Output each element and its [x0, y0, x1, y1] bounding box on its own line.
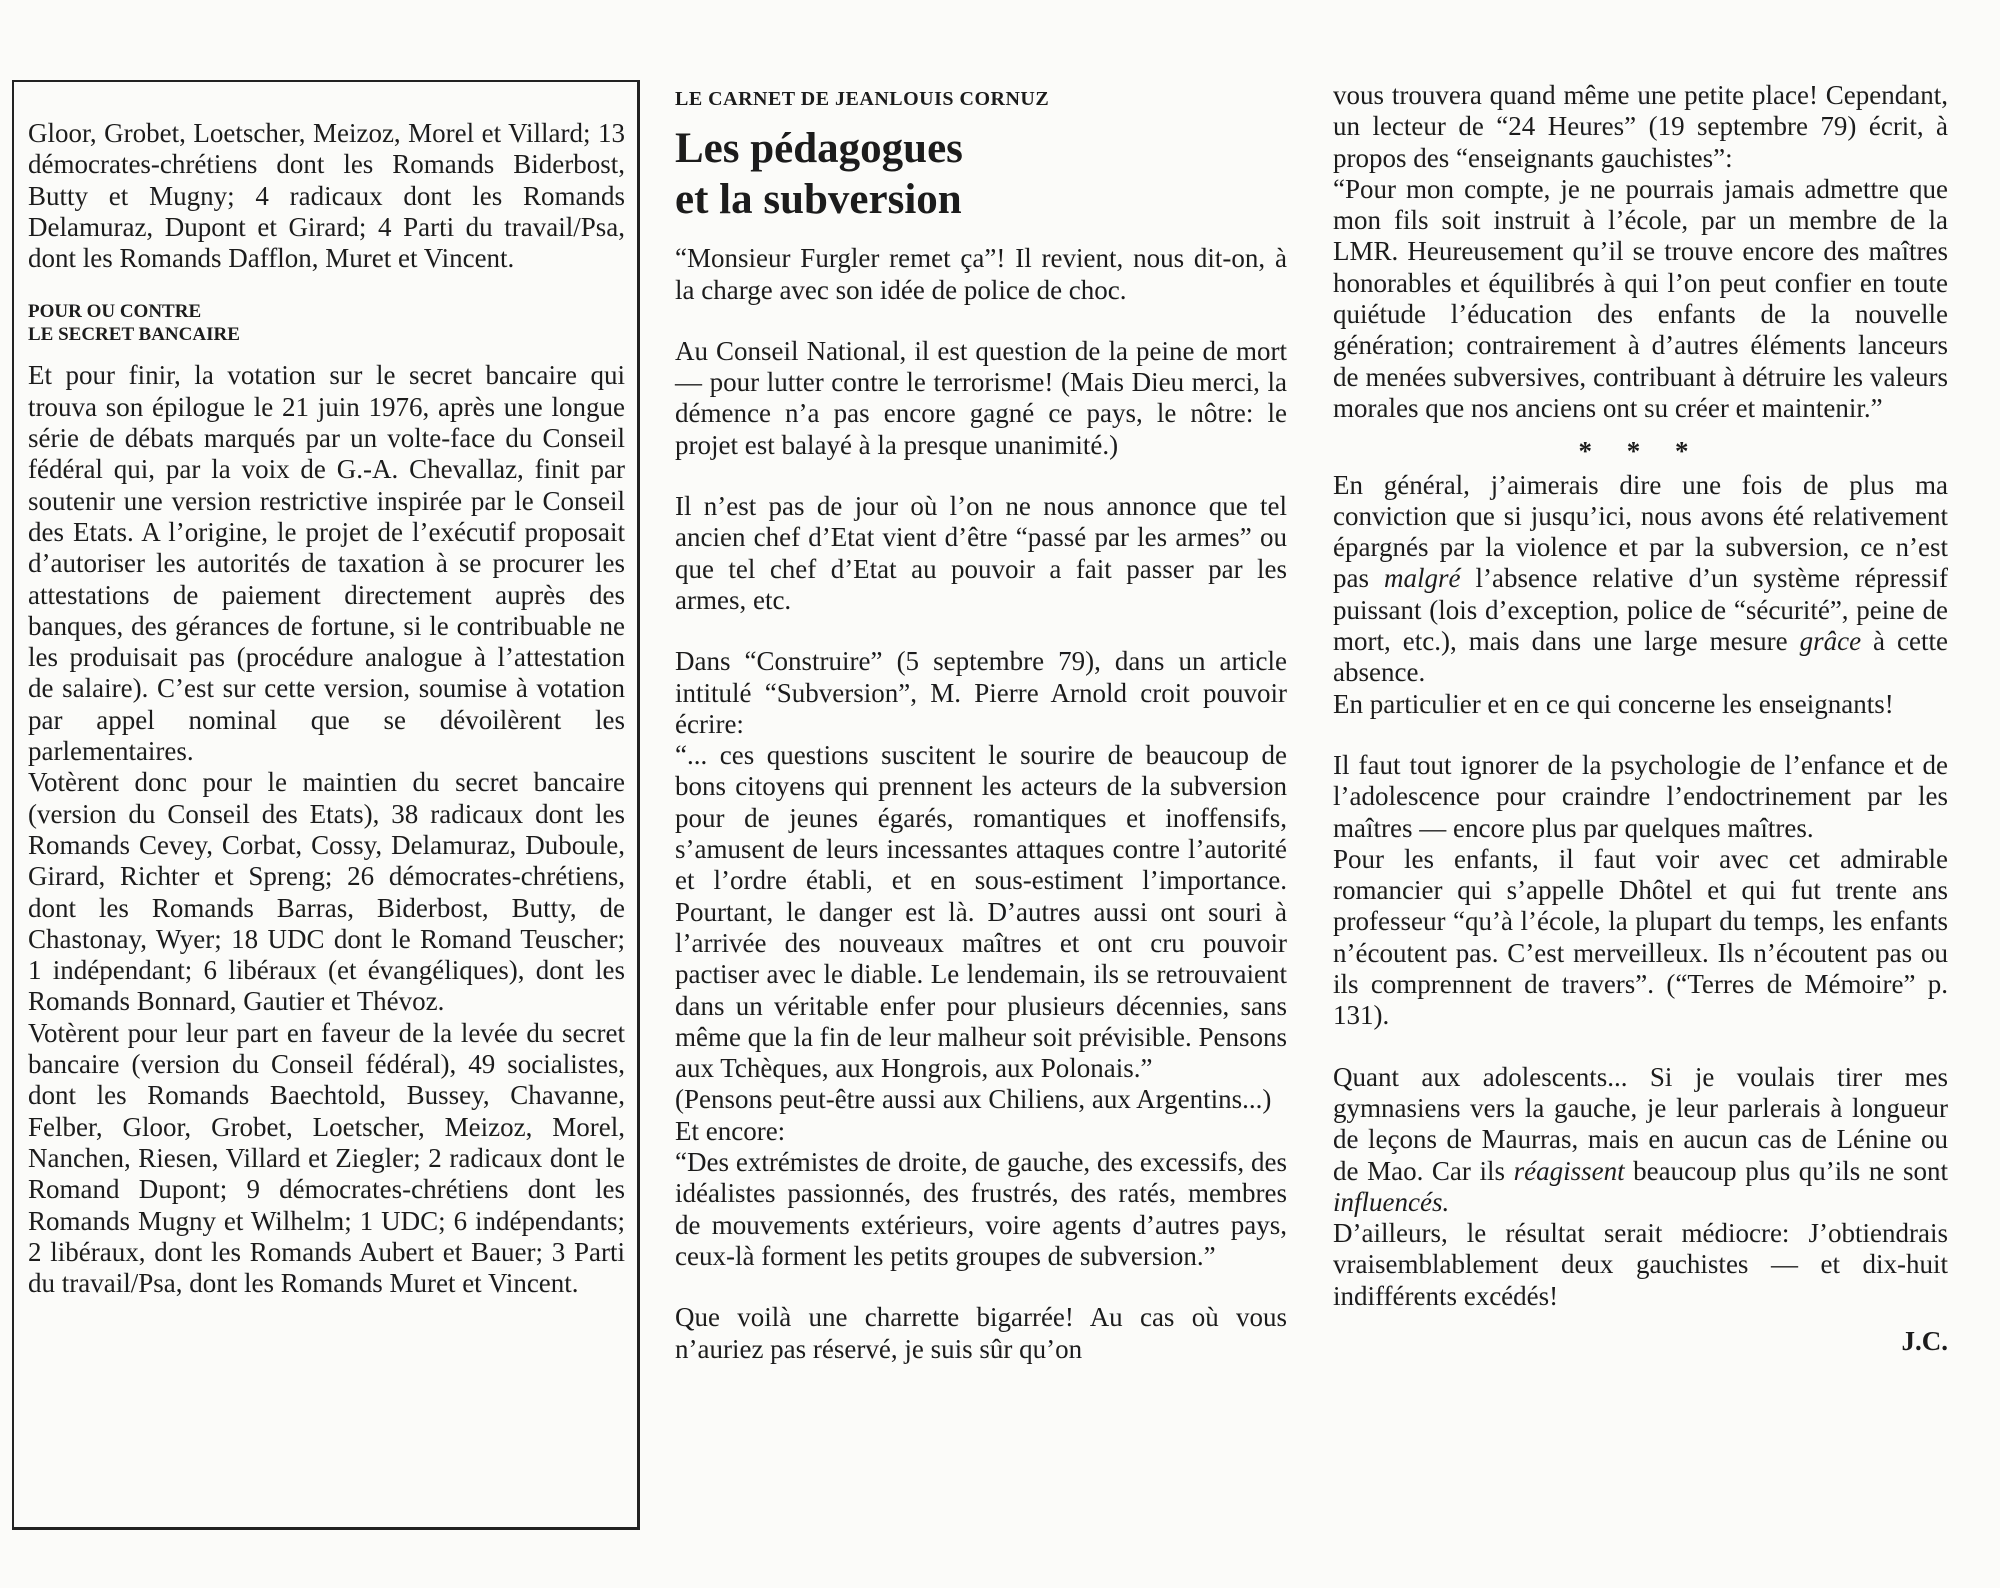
- column-kicker: LE CARNET DE JEANLOUIS CORNUZ: [675, 88, 1050, 110]
- paragraph: Pour les enfants, il faut voir avec cet admirable romancier qui s’appelle Dhôtel et qui fut trente ans professeur “qu’à l’école, la plupart du temps, les enfants n’écoutent pas. C’est merveilleux. Ils n’écoutent pas ou ils comprennent de travers”. (“Terres de Mémoire” p. 131).: [1333, 843, 1948, 1031]
- emphasis: malgré: [1384, 563, 1461, 594]
- text-run: à cette absence.: [1333, 626, 1948, 688]
- quote-paragraph: “Des extrémistes de droite, de gauche, des excessifs, des idéalistes passionnés, des frustrés, des ratés, membres de mouvements extérieurs, voire agents d’autres pays, ceux-là forment les petits groupes de subversion.”: [675, 1147, 1287, 1271]
- emphasis: réagissent: [1513, 1155, 1625, 1186]
- paragraph: Dans “Construire” (5 septembre 79), dans un article intitulé “Subversion”, M. Pierre Arnold croit pouvoir écrire:: [675, 646, 1287, 739]
- quote-paragraph: “... ces questions suscitent le sourire de beaucoup de bons citoyens qui prennent les acteurs de la subversion pour de jeunes égarés, romantiques et inoffensifs, s’amusent de leurs incessantes attaques contre l’autorité et l’ordre établi, et en sous-estiment l’importance. Pourtant, le danger est là. D’autres aussi ont souri à l’arrivée des nouveaux maîtres et ont cru pouvoir pactiser avec le diable. Le lendemain, ils se retrouvaient dans un véritable enfer pour plusieurs décennies, sans même que la fin de leur malheur soit prévisible. Pensons aux Tchèques, aux Hongrois, aux Polonais.”: [675, 740, 1287, 1084]
- subhead-line: LE SECRET BANCAIRE: [28, 324, 240, 346]
- paragraph: (Pensons peut-être aussi aux Chiliens, aux Argentins...): [675, 1084, 1272, 1115]
- article-column-2: [1333, 80, 1948, 1357]
- article-title: [675, 123, 1287, 225]
- paragraph: Que voilà une charrette bigarrée! Au cas où vous n’auriez pas réservé, je suis sûr qu’on: [675, 1302, 1287, 1364]
- emphasis: grâce: [1799, 626, 1862, 657]
- paragraph: Au Conseil National, il est question de la peine de mort — pour lutter contre le terrorisme! (Mais Dieu merci, la démence n’a pas encore gagné ce pays, le nôtre: le projet est balayé à la presque unanimité.): [675, 335, 1287, 460]
- article-column-1: [675, 84, 1287, 1365]
- paragraph: “Monsieur Furgler remet ça”! Il revient, nous dit-on, à la charge avec son idée de police de choc.: [675, 243, 1287, 305]
- paragraph: [1333, 470, 1948, 689]
- section-separator: * * *: [1578, 436, 1703, 467]
- sidebar-box-votes: [12, 80, 640, 1530]
- text-run: l’absence relative d’un système répressif puissant (lois d’exception, police de “sécurité”, peine de mort, etc.), mais dans une large mesure: [1333, 563, 1948, 657]
- paragraph: Votèrent pour leur part en faveur de la levée du secret bancaire (version du Conseil fédéral), 49 socialistes, dont les Romands Baechtold, Bussey, Chavanne, Felber, Gloor, Grobet, Loetscher, Meizoz, Morel, Nanchen, Riesen, Villard et Ziegler; 2 radicaux dont le Romand Dupont; 9 démocrates-chrétiens dont les Romands Mugny et Wilhelm; 1 UDC; 6 indépendants; 2 libéraux, dont les Romands Aubert et Bauer; 3 Parti du travail/Psa, dont les Romands Muret et Vincent.: [28, 1017, 625, 1299]
- paragraph: Votèrent donc pour le maintien du secret bancaire (version du Conseil des Etats), 38 radicaux dont les Romands Cevey, Corbat, Cossy, Delamuraz, Duboule, Girard, Richter et Spreng; 26 démocrates-chrétiens, dont les Romands Barras, Biderbost, Butty, de Chastonay, Wyer; 18 UDC dont le Romand Teuscher; 1 indépendant; 6 libéraux (et évangéliques), dont les Romands Bonnard, Gautier et Thévoz.: [28, 767, 625, 1017]
- text-run: beaucoup plus qu’ils ne sont: [1624, 1155, 1948, 1186]
- paragraph: Et encore:: [675, 1115, 786, 1146]
- paragraph: En particulier et en ce qui concerne les enseignants!: [1333, 688, 1894, 719]
- text-run: Quant aux adolescents... Si je voulais tirer mes gymnasiens vers la gauche, je leur parlerais à longueur de leçons de Maurras, mais en aucun cas de Lénine ou de Mao. Car ils: [1333, 1061, 1948, 1186]
- paragraph: [1333, 1062, 1948, 1218]
- paragraph: Gloor, Grobet, Loetscher, Meizoz, Morel et Villard; 13 démocrates-chrétiens dont les Romands Biderbost, Butty et Mugny; 4 radicaux dont les Romands Delamuraz, Dupont et Girard; 4 Parti du travail/Psa, dont les Romands Dafflon, Muret et Vincent.: [28, 118, 625, 274]
- author-signature: J.C.: [1901, 1325, 1948, 1356]
- paragraph: D’ailleurs, le résultat serait médiocre: J’obtiendrais vraisemblablement deux gauchistes — et dix-huit indifférents excédés!: [1333, 1218, 1948, 1311]
- paragraph: Et pour finir, la votation sur le secret bancaire qui trouva son épilogue le 21 juin 1976, après une longue série de débats marqués par un volte-face du Conseil fédéral qui, par la voix de G.-A. Chevallaz, finit par soutenir une version restrictive inspirée par le Conseil des Etats. A l’origine, le projet de l’exécutif proposait d’autoriser les autorités de taxation à se procurer les attestations de paiement directement auprès des banques, des gérances de fortune, si le contribuable ne les produisait pas (procédure analogue à l’attestation de salaire). C’est sur cette version, soumise à votation par appel nominal que se dévoilèrent les parlementaires.: [28, 360, 625, 767]
- paragraph: Il n’est pas de jour où l’on ne nous annonce que tel ancien chef d’Etat vient d’être “passé par les armes” ou que tel chef d’Etat au pouvoir a fait passer par les armes, etc.: [675, 491, 1287, 615]
- quote-paragraph: “Pour mon compte, je ne pourrais jamais admettre que mon fils soit instruit à l’école, par un membre de la LMR. Heureusement qu’il se trouve encore des maîtres honorables et équilibrés à qui l’on peut confier en toute quiétude l’éducation des enfants de la nouvelle génération; contrairement à d’autres éléments lanceurs de menées subversives, contribuant à détruire les valeurs morales que nos anciens ont su créer et maintenir.”: [1333, 173, 1948, 423]
- paragraph: vous trouvera quand même une petite place! Cependant, un lecteur de “24 Heures” (19 septembre 79) écrit, à propos des “enseignants gauchistes”:: [1333, 80, 1948, 173]
- section-subhead: [28, 300, 625, 346]
- text-run: En général, j’aimerais dire une fois de plus ma conviction que si jusqu’ici, nous avons été relativement épargnés par la violence et par la subversion, ce n’est pas: [1333, 469, 1948, 594]
- emphasis: influencés.: [1333, 1186, 1450, 1217]
- paragraph: Il faut tout ignorer de la psychologie de l’enfance et de l’adolescence pour craindre l’endoctrinement par les maîtres — encore plus par quelques maîtres.: [1333, 749, 1948, 843]
- subhead-line: POUR OU CONTRE: [28, 301, 202, 323]
- title-line: et la subversion: [675, 176, 962, 224]
- title-line: Les pédagogues: [675, 125, 963, 173]
